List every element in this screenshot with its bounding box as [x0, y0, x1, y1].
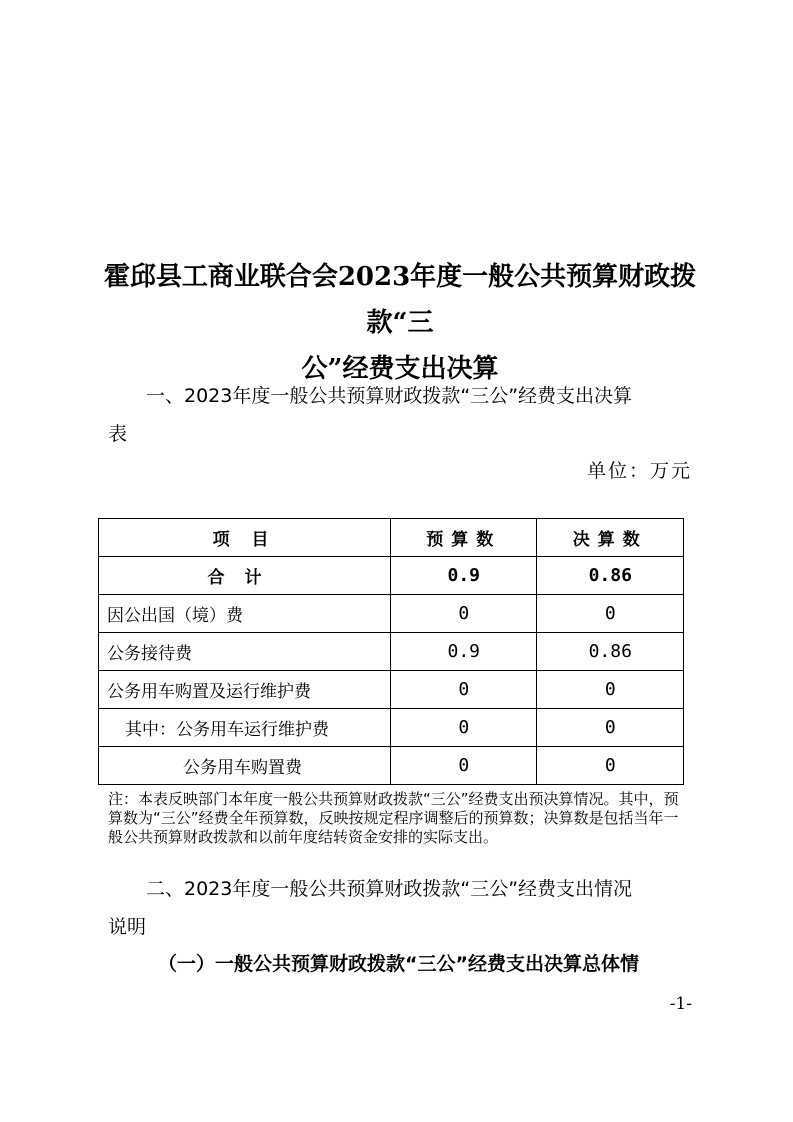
table-total-row: [99, 557, 684, 595]
row-label: 其中：公务用车运行维护费: [99, 709, 391, 747]
header-budget: 预算数: [391, 519, 537, 557]
header-final: 决算数: [537, 519, 684, 557]
table-row: [99, 747, 684, 785]
row-final: 0: [537, 747, 684, 785]
section-2-line-1: 二、2023年度一般公共预算财政拨款“三公”经费支出情况: [146, 878, 633, 900]
table-row: [99, 671, 684, 709]
table-header-row: [99, 519, 684, 557]
section-2-line-2: 说明: [108, 916, 147, 938]
row-budget: 0: [391, 709, 537, 747]
row-final: 0: [537, 709, 684, 747]
row-final: 0: [537, 595, 684, 633]
unit-label: 单位：万元: [586, 460, 692, 482]
table-row: [99, 595, 684, 633]
row-label: 公务接待费: [99, 633, 391, 671]
row-final: 0.86: [537, 633, 684, 671]
row-budget: 0: [391, 747, 537, 785]
row-budget: 0.9: [391, 633, 537, 671]
title-line-2: 公”经费支出决算: [301, 354, 499, 384]
total-final: 0.86: [537, 557, 684, 595]
three-public-expenses-table: [98, 518, 684, 785]
table-row: [99, 709, 684, 747]
page-number: -1-: [669, 994, 692, 1014]
row-label: 因公出国（境）费: [99, 595, 391, 633]
total-budget: 0.9: [391, 557, 537, 595]
section-1-heading: [108, 377, 693, 453]
document-title: [100, 254, 700, 392]
table-row: [99, 633, 684, 671]
row-label: 公务用车购置及运行维护费: [99, 671, 391, 709]
row-final: 0: [537, 671, 684, 709]
row-budget: 0: [391, 595, 537, 633]
row-label: 公务用车购置费: [99, 747, 391, 785]
header-item: 项 目: [99, 519, 391, 557]
table-note: 注：本表反映部门本年度一般公共预算财政拨款“三公”经费支出预决算情况。其中，预算数为“三公”经费全年预算数，反映按规定程序调整后的预算数；决算数是包括当年一般公共预算财政拨款和以前年度结转资金安排的实际支出。: [108, 790, 679, 846]
subsection-1-heading: （一）一般公共预算财政拨款“三公”经费支出决算总体情: [158, 953, 639, 975]
row-budget: 0: [391, 671, 537, 709]
total-label: 合计: [99, 557, 391, 595]
section-2-heading: [108, 870, 693, 946]
section-1-line-2: 表: [108, 423, 128, 445]
title-line-1: 霍邱县工商业联合会2023年度一般公共预算财政拨款“三: [103, 262, 697, 338]
section-1-line-1: 一、2023年度一般公共预算财政拨款“三公”经费支出决算: [146, 385, 633, 407]
